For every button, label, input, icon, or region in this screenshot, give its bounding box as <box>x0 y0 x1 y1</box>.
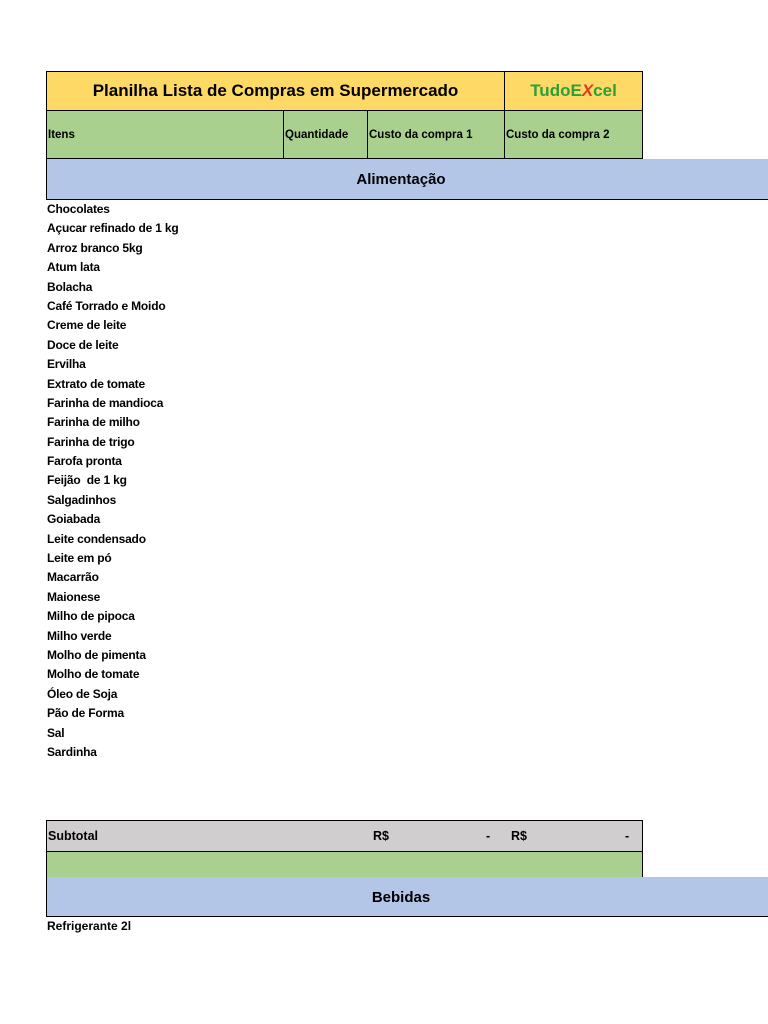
subtotal-value-1[interactable]: - <box>486 829 491 843</box>
food-item[interactable]: Atum lata <box>47 260 100 275</box>
food-item[interactable]: Ervilha <box>47 357 86 372</box>
brand-logo <box>505 71 643 111</box>
brand-e: E <box>570 81 582 100</box>
food-item[interactable]: Macarrão <box>47 570 99 585</box>
food-item[interactable]: Pão de Forma <box>47 706 124 721</box>
spacer-row[interactable] <box>46 852 643 878</box>
subtotal-row <box>46 820 643 852</box>
food-item[interactable]: Goiabada <box>47 512 101 527</box>
food-item[interactable]: Bolacha <box>47 279 93 294</box>
drink-item[interactable]: Refrigerante 2l <box>47 919 132 933</box>
food-item[interactable]: Farinha de milho <box>47 415 140 430</box>
food-item[interactable]: Chocolates <box>47 202 110 216</box>
header-quantidade[interactable]: Quantidade <box>284 111 368 159</box>
brand-tudo: Tudo <box>530 81 571 100</box>
food-item[interactable]: Sal <box>47 725 65 740</box>
header-custo-1[interactable]: Custo da compra 1 <box>368 111 505 159</box>
food-item[interactable]: Farinha de trigo <box>47 434 135 449</box>
food-item[interactable]: Doce de leite <box>47 337 119 352</box>
food-item[interactable]: Milho verde <box>47 628 112 643</box>
brand-cel: cel <box>593 81 617 100</box>
food-item[interactable]: Extrato de tomate <box>47 376 145 391</box>
subtotal-currency-2[interactable]: R$ <box>511 829 527 843</box>
food-item-list <box>47 200 347 762</box>
sheet-title: Planilha Lista de Compras em Supermercado <box>92 81 459 100</box>
food-item[interactable]: Leite em pó <box>47 551 112 566</box>
food-item[interactable]: Farofa pronta <box>47 454 122 469</box>
food-item[interactable]: Milho de pipoca <box>47 609 135 624</box>
food-item[interactable]: Molho de pimenta <box>47 647 146 662</box>
food-item[interactable]: Maionese <box>47 589 101 604</box>
subtotal-currency-1[interactable]: R$ <box>373 829 389 843</box>
food-item[interactable]: Óleo de Soja <box>47 686 118 701</box>
sheet-title-cell[interactable] <box>46 71 505 111</box>
food-item[interactable]: Sardinha <box>47 744 97 759</box>
subtotal-label[interactable]: Subtotal <box>48 829 98 843</box>
header-itens[interactable]: Itens <box>46 111 284 159</box>
food-item[interactable]: Salgadinhos <box>47 492 117 507</box>
header-custo-2[interactable]: Custo da compra 2 <box>505 111 643 159</box>
section-title-food[interactable]: Alimentação <box>356 170 446 188</box>
brand-x: X <box>581 81 594 100</box>
food-item[interactable]: Café Torrado e Moido <box>47 298 166 313</box>
food-item[interactable]: Molho de tomate <box>47 667 140 682</box>
food-item[interactable]: Feijão de 1 kg <box>47 473 127 488</box>
food-item[interactable]: Leite condensado <box>47 531 146 546</box>
food-item[interactable]: Creme de leite <box>47 318 127 333</box>
subtotal-value-2[interactable]: - <box>625 829 630 843</box>
food-item[interactable]: Farinha de mandioca <box>47 395 164 410</box>
food-item[interactable]: Açucar refinado de 1 kg <box>47 221 179 236</box>
food-item[interactable]: Arroz branco 5kg <box>47 240 143 255</box>
section-title-drinks[interactable]: Bebidas <box>371 888 431 906</box>
